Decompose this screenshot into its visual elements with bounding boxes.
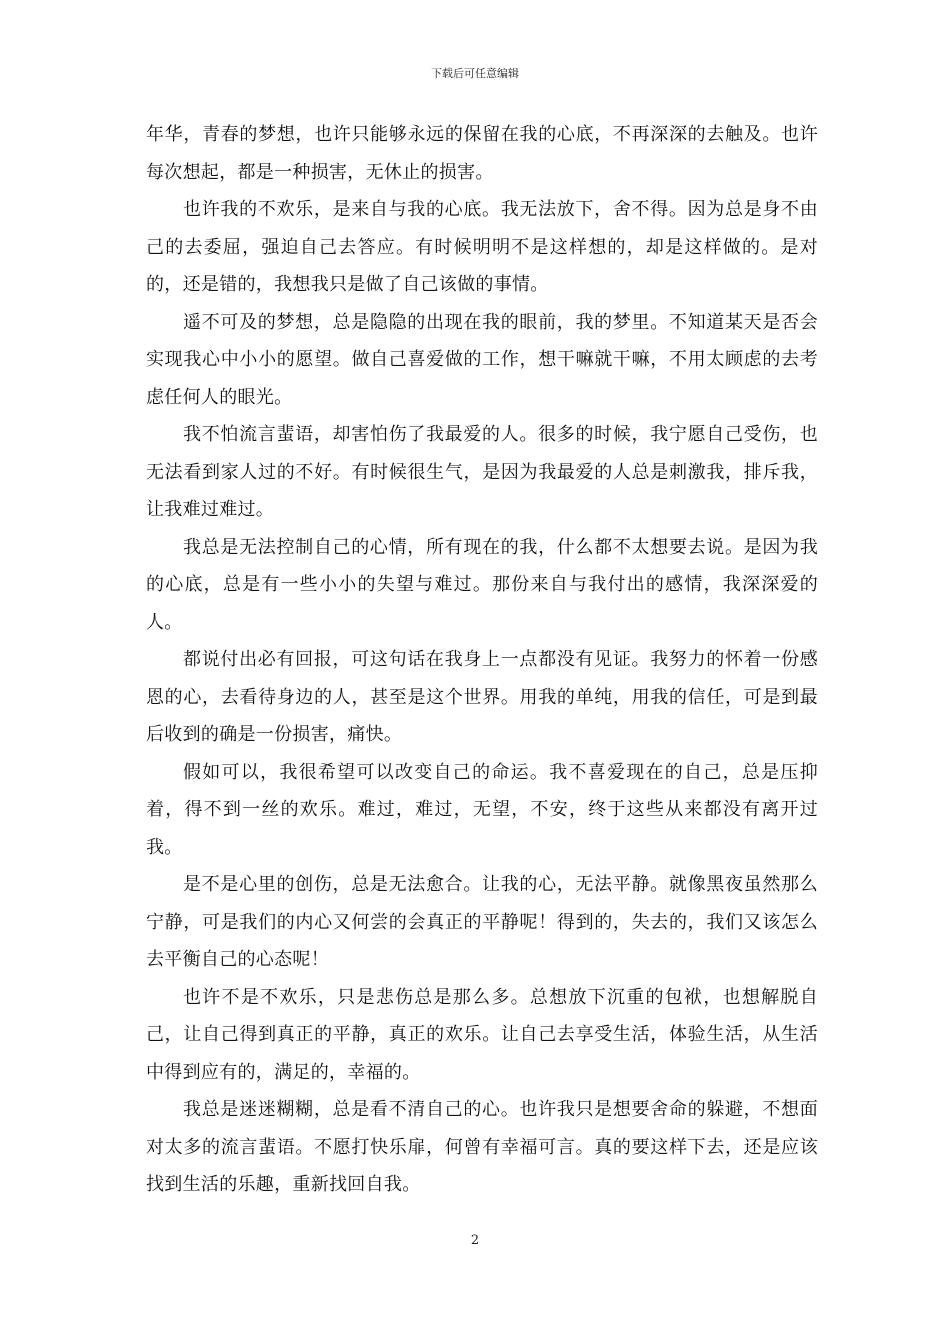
page-header-note: 下载后可任意编辑 (431, 67, 519, 80)
paragraph: 都说付出必有回报，可这句话在我身上一点都没有见证。我努力的怀着一份感恩的心，去看待身边的人，甚至是这个世界。用我的单纯，用我的信任，可是到最后收到的确是一份损害，痛快。 (146, 649, 818, 745)
paragraph: 是不是心里的创伤，总是无法愈合。让我的心，无法平静。就像黑夜虽然那么宁静，可是我们的内心又何尝的会真正的平静呢！得到的，失去的，我们又该怎么去平衡自己的心态呢！ (146, 874, 818, 970)
paragraph: 假如可以，我很希望可以改变自己的命运。我不喜爱现在的自己，总是压抑着，得不到一丝的欢乐。难过，难过，无望，不安，终于这些从来都没有离开过我。 (146, 761, 818, 858)
paragraph: 我不怕流言蜚语，却害怕伤了我最爱的人。很多的时候，我宁愿自己受伤，也无法看到家人过的不好。有时候很生气，是因为我最爱的人总是刺激我，排斥我，让我难过难过。 (146, 424, 818, 520)
page-number: 2 (470, 1233, 480, 1248)
paragraph: 我总是无法控制自己的心情，所有现在的我，什么都不太想要去说。是因为我的心底，总是有一些小小的失望与难过。那份来自与我付出的感情，我深深爱的人。 (146, 536, 818, 633)
paragraph: 也许我的不欢乐，是来自与我的心底。我无法放下，舍不得。因为总是身不由己的去委屈，强迫自己去答应。有时候明明不是这样想的，却是这样做的。是对的，还是错的，我想我只是做了自己该做的事情。 (146, 199, 818, 295)
paragraph: 遥不可及的梦想，总是隐隐的出现在我的眼前，我的梦里。不知道某天是否会实现我心中小小的愿望。做自己喜爱做的工作，想干嘛就干嘛，不用太顾虑的去考虑任何人的眼光。 (146, 311, 818, 408)
paragraph: 也许不是不欢乐，只是悲伤总是那么多。总想放下沉重的包袱，也想解脱自己，让自己得到真正的平静，真正的欢乐。让自己去享受生活，体验生活，从生活中得到应有的，满足的，幸福的。 (146, 986, 818, 1083)
paragraph: 我总是迷迷糊糊，总是看不清自己的心。也许我只是想要舍命的躲避，不想面对太多的流言蜚语。不愿打快乐扉，何曾有幸福可言。真的要这样下去，还是应该找到生活的乐趣，重新找回自我。 (146, 1099, 818, 1195)
document-body (146, 116, 818, 1204)
paragraph-continued: 年华，青春的梦想，也许只能够永远的保留在我的心底，不再深深的去触及。也许每次想起，都是一种损害，无休止的损害。 (146, 124, 818, 183)
